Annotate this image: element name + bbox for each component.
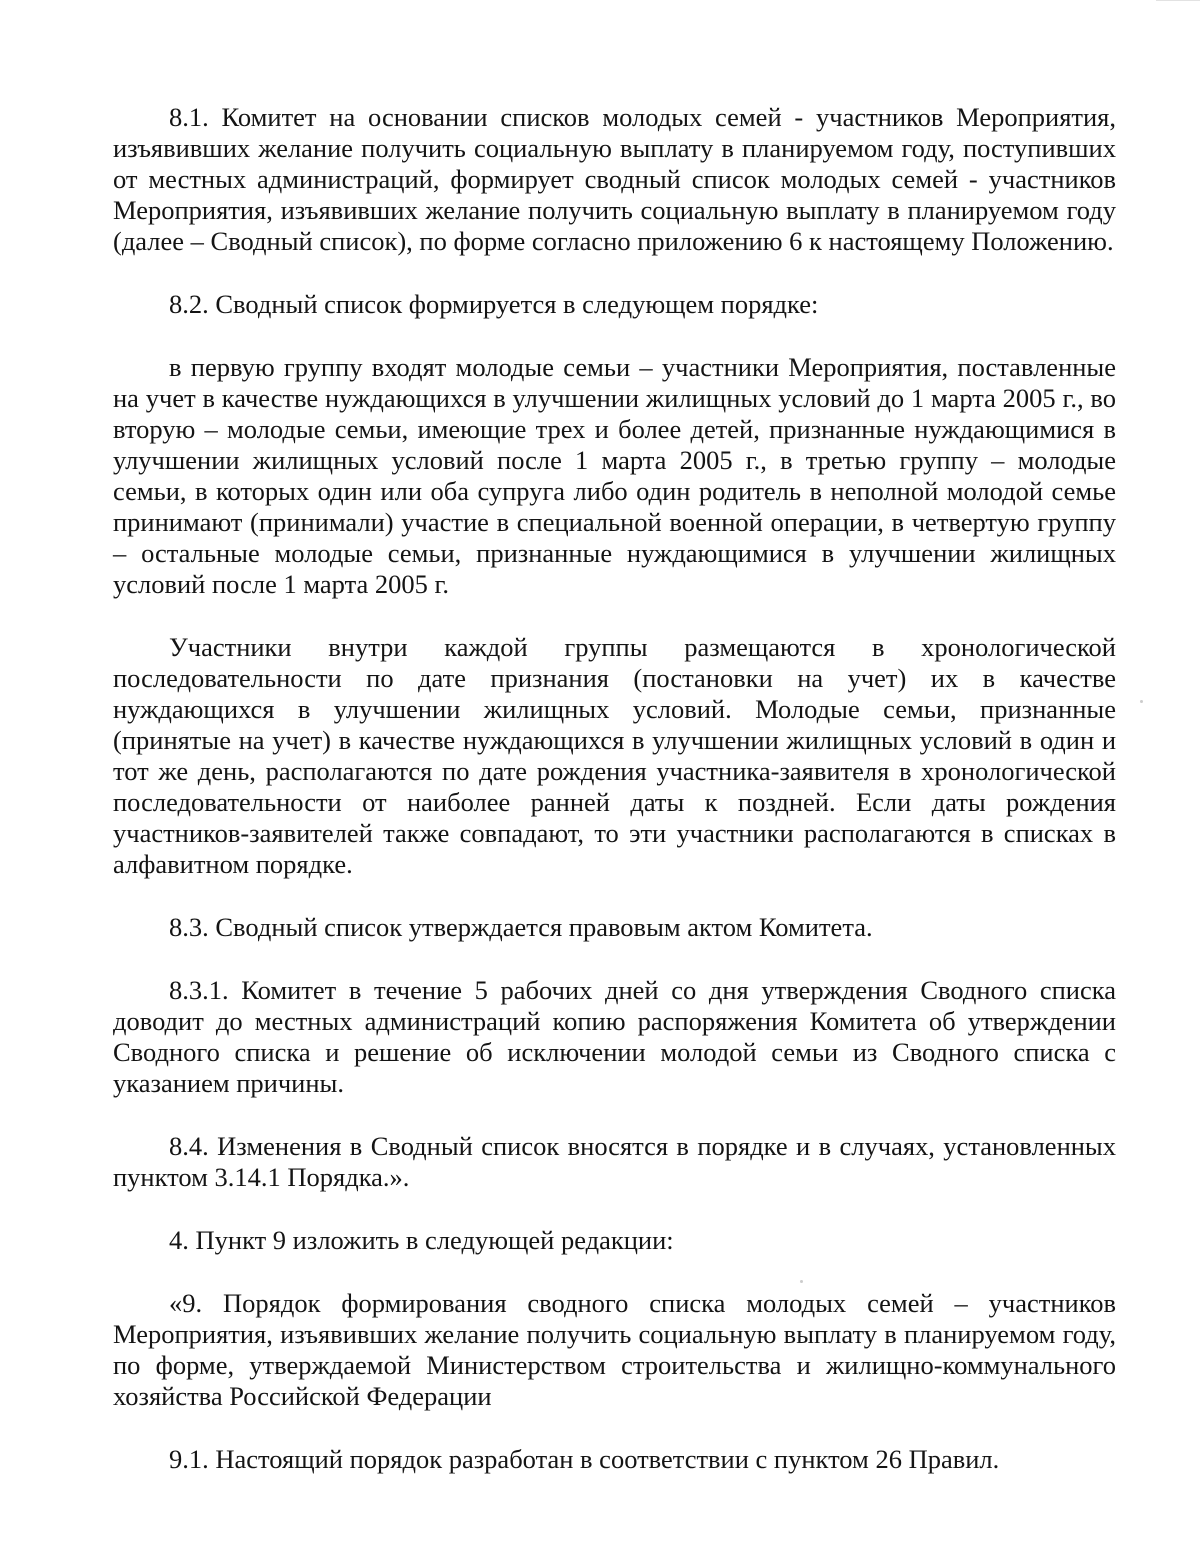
paragraph-ordering: Участники внутри каждой группы размещаются в хронологической последовательности по дате признания (постановки на учет) их в качестве нуждающихся в улучшении жилищных условий. Молодые семьи, признанные (принятые на учет) в качестве нуждающихся в улучшении жилищных условий в один и тот же день, располагаются по дате рождения участника-заявителя в хронологической последовательности от наиболее ранней даты к поздней. Если даты рождения участников-заявителей также совпадают, то эти участники располагаются в списках в алфавитном порядке.	[113, 632, 1116, 879]
paragraph-groups: в первую группу входят молодые семьи – участники Мероприятия, поставленные на учет в качестве нуждающихся в улучшении жилищных условий до 1 марта 2005 г., во вторую – молодые семьи, имеющие трех и более детей, признанные нуждающимися в улучшении жилищных условий после 1 марта 2005 г., в третью группу – молодые семьи, в которых один или оба супруга либо один родитель в неполной молодой семье принимают (принимали) участие в специальной военной операции, в четвертую группу – остальные молодые семьи, признанные нуждающимися в улучшении жилищных условий после 1 марта 2005 г.	[113, 352, 1116, 599]
paragraph-8-1: 8.1. Комитет на основании списков молодых семей - участников Мероприятия, изъявивших желание получить социальную выплату в планируемом году, поступивших от местных администраций, формирует сводный список молодых семей - участников Мероприятия, изъявивших желание получить социальную выплату в планируемом году (далее – Сводный список), по форме согласно приложению 6 к настоящему Положению.	[113, 102, 1116, 256]
paragraph-8-2: 8.2. Сводный список формируется в следующем порядке:	[169, 289, 819, 319]
scan-corner-artifact	[1156, 0, 1200, 13]
paragraph-9: «9. Порядок формирования сводного списка молодых семей – участников Мероприятия, изъявивших желание получить социальную выплату в планируемом году, по форме, утверждаемой Министерством строительства и жилищно-коммунального хозяйства Российской Федерации	[113, 1288, 1116, 1411]
paragraph-8-4: 8.4. Изменения в Сводный список вносятся в порядке и в случаях, установленных пунктом 3.14.1 Порядка.».	[113, 1131, 1116, 1192]
paragraph-item-4: 4. Пункт 9 изложить в следующей редакции:	[169, 1225, 674, 1255]
scan-speck	[1140, 700, 1143, 703]
document-body	[113, 102, 1116, 1507]
paragraph-8-3: 8.3. Сводный список утверждается правовым актом Комитета.	[169, 912, 873, 942]
paragraph-8-3-1: 8.3.1. Комитет в течение 5 рабочих дней со дня утверждения Сводного списка доводит до местных администраций копию распоряжения Комитета об утверждении Сводного списка и решение об исключении молодой семьи из Сводного списка с указанием причины.	[113, 975, 1116, 1098]
paragraph-9-1: 9.1. Настоящий порядок разработан в соответствии с пунктом 26 Правил.	[169, 1444, 1000, 1474]
